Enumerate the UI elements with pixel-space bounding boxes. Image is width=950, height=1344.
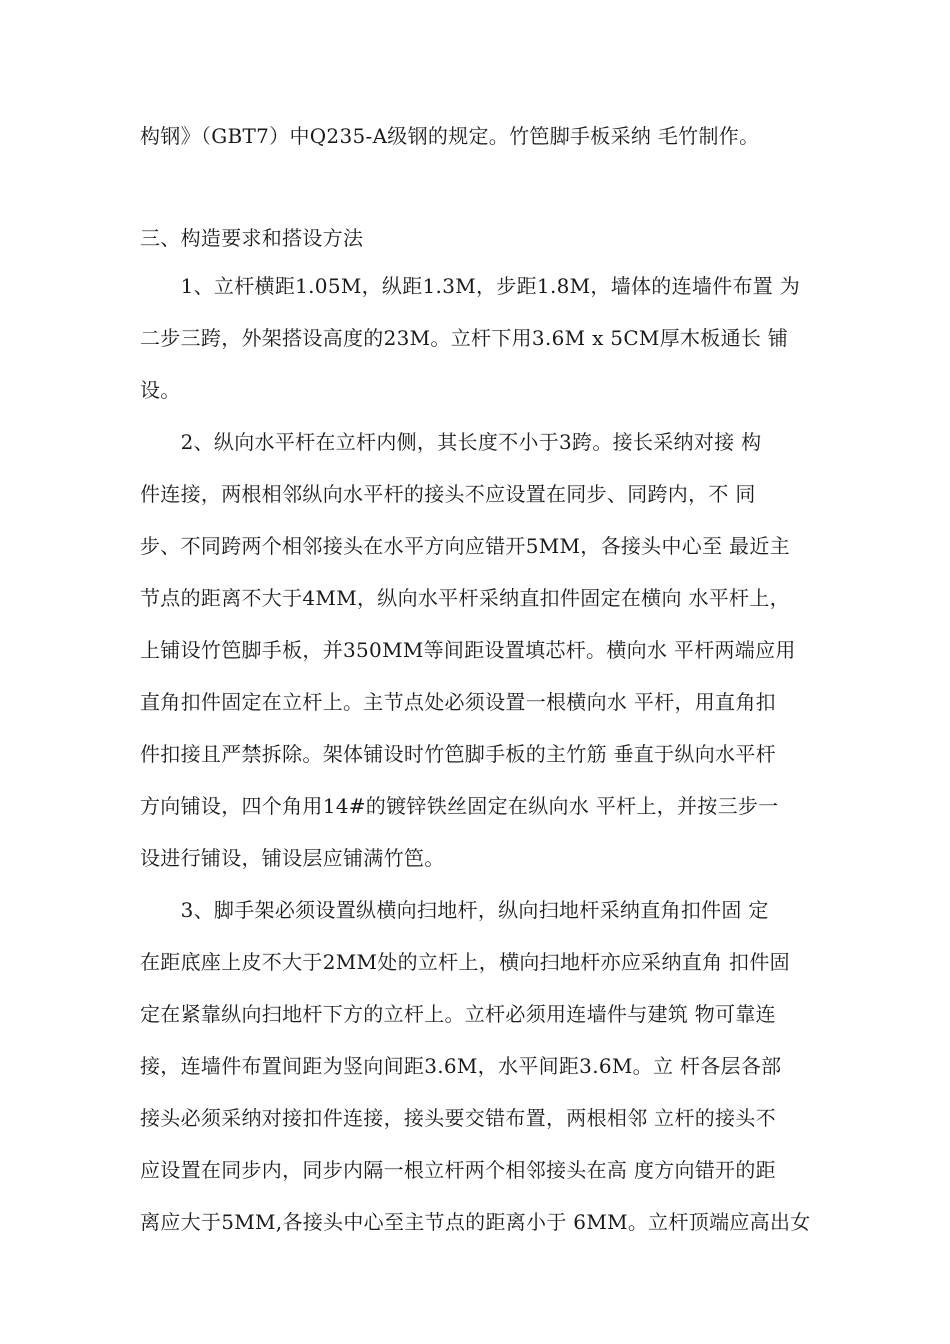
paragraph-2-line-7: 件扣接且严禁拆除。架体铺设时竹笆脚手板的主竹筋 垂直于纵向水平杆 [140,742,776,766]
paragraph-3-line-1: 3、脚手架必须设置纵横向扫地杆，纵向扫地杆采纳直角扣件固 定 [140,898,769,922]
paragraph-2-line-9: 设进行铺设，铺设层应铺满竹笆。 [140,846,445,870]
paragraph-2-line-5: 上铺设竹笆脚手板，并350MM等间距设置填芯杆。横向水 平杆两端应用 [140,638,796,662]
paragraph-1-line-1: 1、立杆横距1.05M，纵距1.3M，步距1.8M，墙体的连墙件布置 为 [140,274,801,298]
paragraph-3-line-3: 定在紧靠纵向扫地杆下方的立杆上。立杆必须用连墙件与建筑 物可靠连 [140,1002,776,1026]
paragraph-2-line-6: 直角扣件固定在立杆上。主节点处必须设置一根横向水 平杆，用直角扣 [140,690,776,714]
section-heading: 三、构造要求和搭设方法 [140,226,364,250]
paragraph-2-line-3: 步、不同跨两个相邻接头在水平方向应错开5MM，各接头中心至 最近主 [140,534,790,558]
paragraph-3-line-2: 在距底座上皮不大于2MM处的立杆上，横向扫地杆亦应采纳直角 扣件固 [140,950,790,974]
paragraph-2-line-4: 节点的距离不大于4MM，纵向水平杆采纳直扣件固定在横向 水平杆上， [140,586,790,610]
paragraph-3-line-4: 接，连墙件布置间距为竖向间距3.6M，水平间距3.6M。立 杆各层各部 [140,1054,782,1078]
paragraph-3-line-7: 离应大于5MM,各接头中心至主节点的距离小于 6MM。立杆顶端应高出女 [140,1210,811,1234]
paragraph-1-line-2: 二步三跨，外架搭设高度的23M。立杆下用3.6M x 5CM厚木板通长 铺 [140,326,789,350]
paragraph-2-line-1: 2、纵向水平杆在立杆内侧，其长度不小于3跨。接长采纳对接 构 [140,430,762,454]
paragraph-2-line-2: 件连接，两根相邻纵向水平杆的接头不应设置在同步、同跨内，不 同 [140,482,756,506]
paragraph-3-line-6: 应设置在同步内，同步内隔一根立杆两个相邻接头在高 度方向错开的距 [140,1158,776,1182]
text-line-1: 构钢》（GBT7）中Q235-A级钢的规定。竹笆脚手板采纳 毛竹制作。 [140,124,760,148]
paragraph-1-line-3: 设。 [140,378,181,402]
paragraph-2-line-8: 方向铺设，四个角用14#的镀锌铁丝固定在纵向水 平杆上，并按三步一 [140,794,779,818]
paragraph-3-line-5: 接头必须采纳对接扣件连接，接头要交错布置，两根相邻 立杆的接头不 [140,1106,776,1130]
